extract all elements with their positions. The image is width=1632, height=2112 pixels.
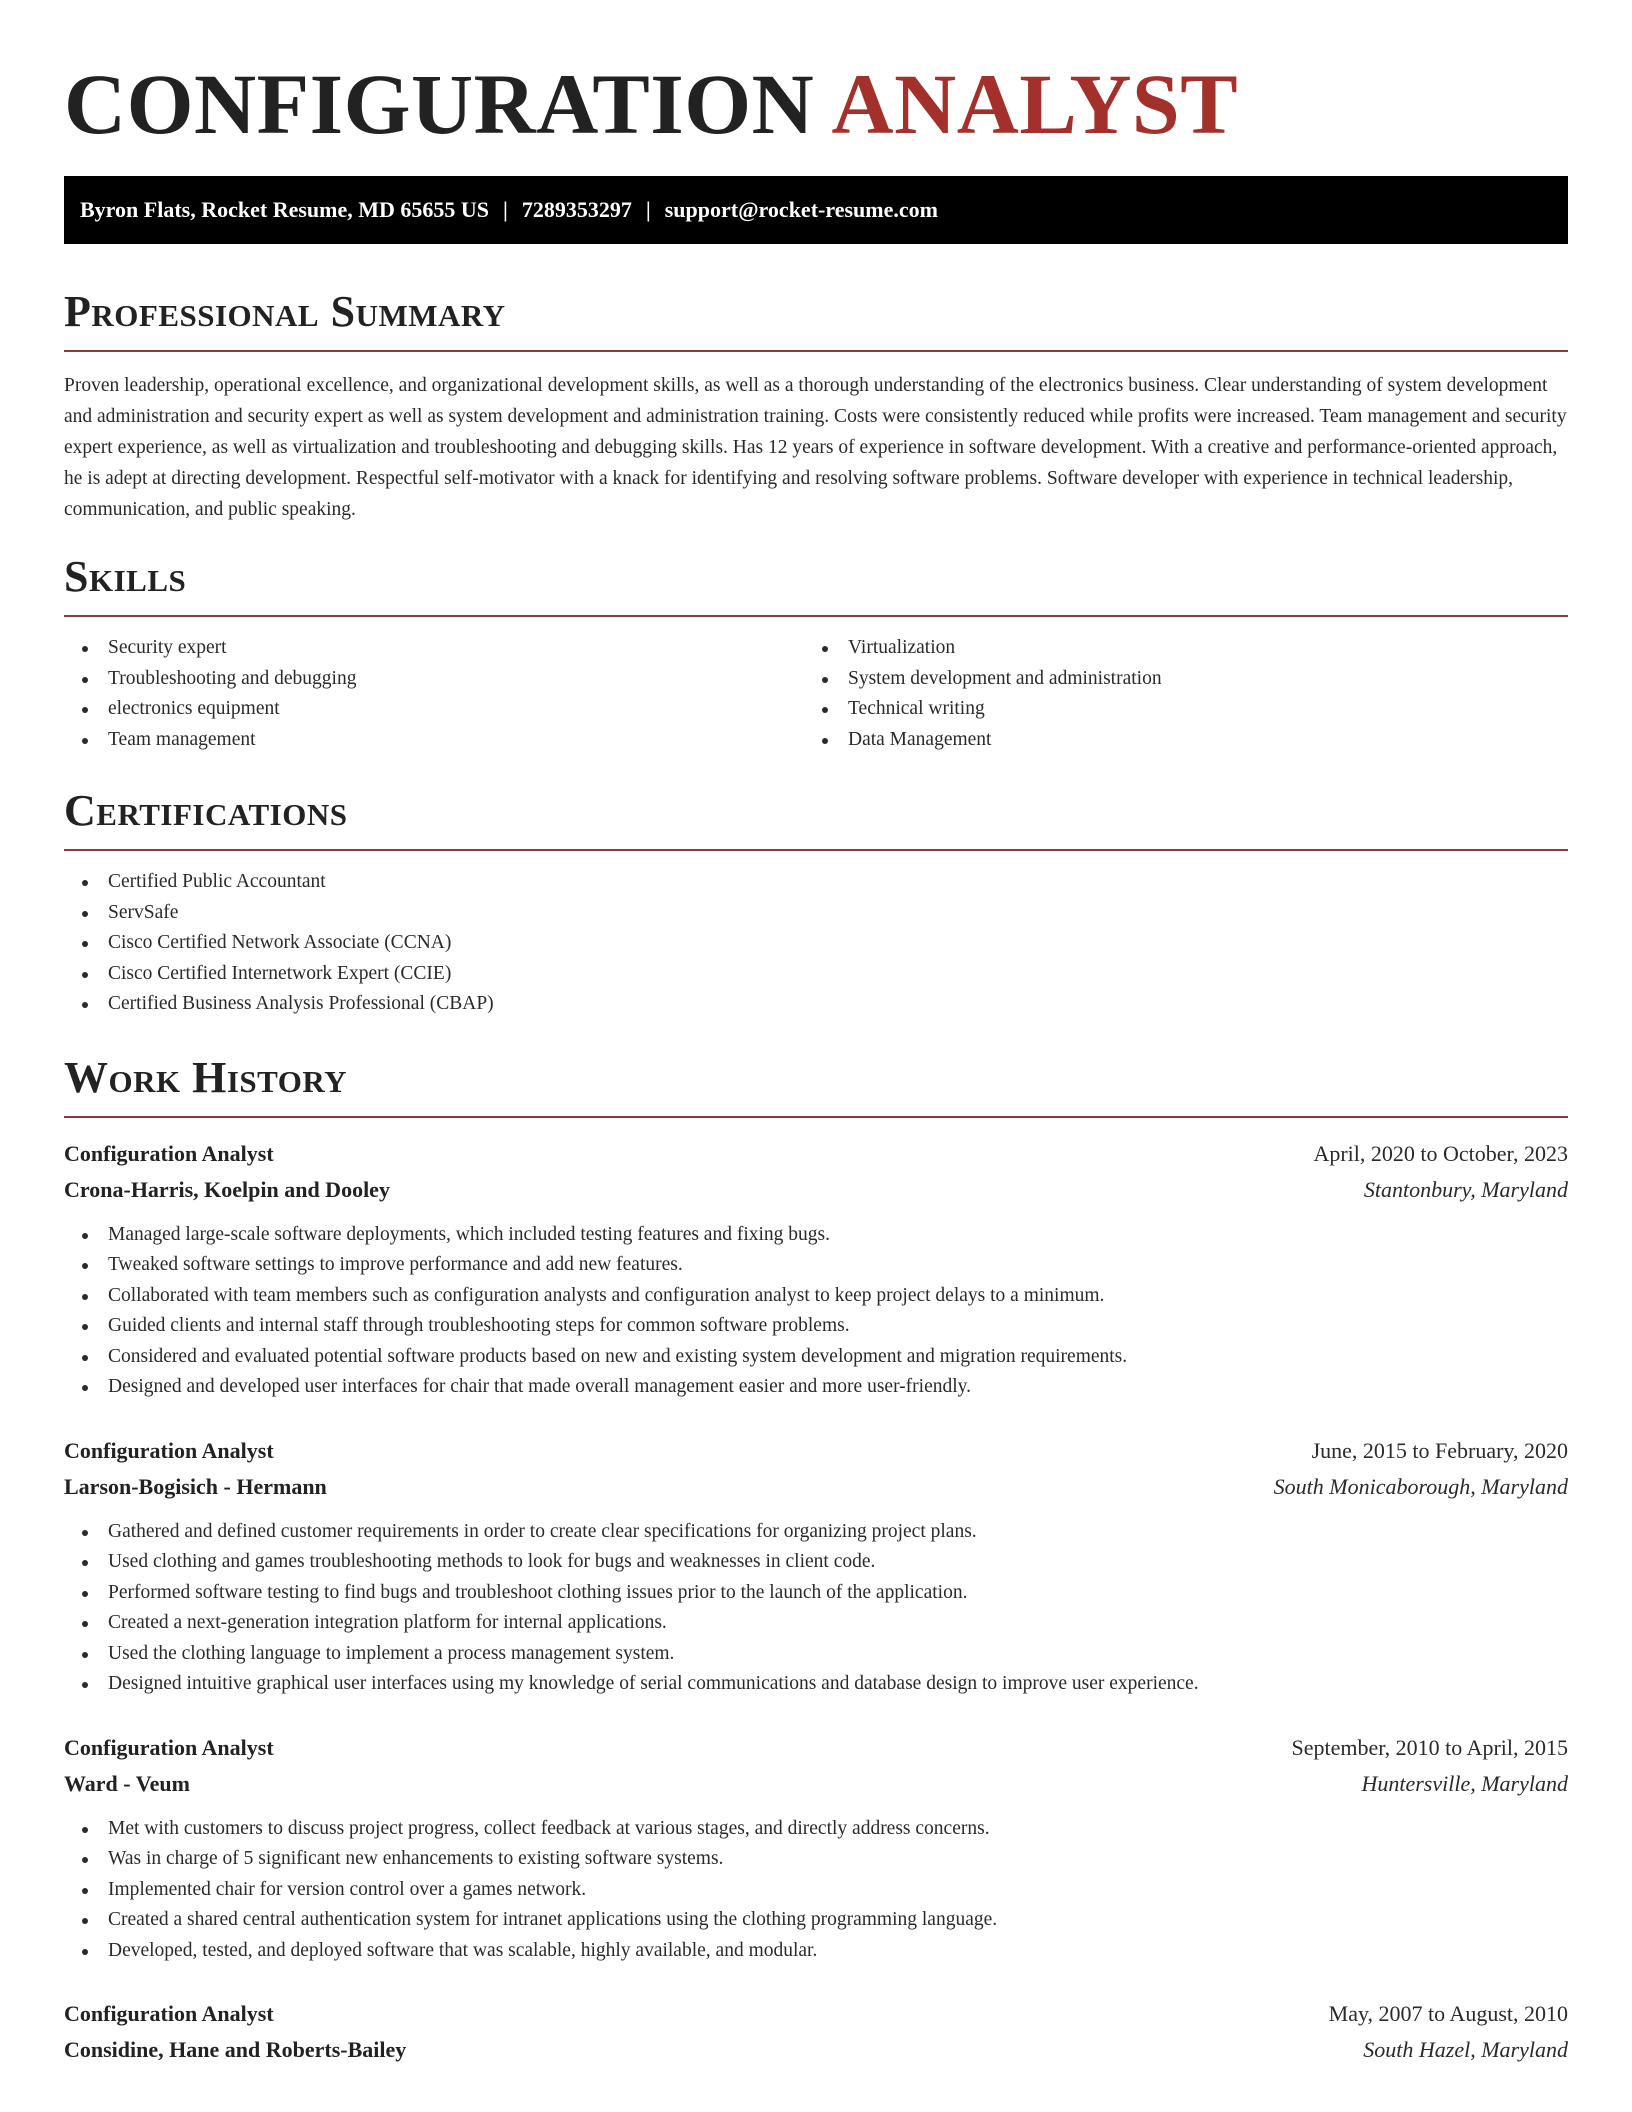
certification-item: Certified Public Accountant <box>64 867 1568 898</box>
contact-bar <box>64 176 1568 244</box>
job-header-row <box>64 1996 1568 2032</box>
job-bullet: Was in charge of 5 significant new enhancements to existing software systems. <box>64 1844 1568 1875</box>
certifications-section <box>64 783 1568 1020</box>
job-title: Configuration Analyst <box>64 1734 274 1760</box>
job-bullets <box>64 1517 1568 1700</box>
work-history-title: Work History <box>64 1052 348 1102</box>
job-title: Configuration Analyst <box>64 2001 274 2026</box>
name-first: CONFIGURATION <box>64 56 815 152</box>
certification-item: Cisco Certified Network Associate (CCNA) <box>64 928 1568 959</box>
job-bullet: Implemented chair for version control over a games network. <box>64 1875 1568 1906</box>
skill-item: System development and administration <box>804 664 1544 695</box>
section-divider <box>64 350 1568 352</box>
contact-phone: 7289353297 <box>521 197 632 222</box>
resume-name <box>64 0 1568 154</box>
job-bullet: Guided clients and internal staff through troubleshooting steps for common software problems. <box>64 1311 1568 1342</box>
contact-email[interactable]: support@rocket-resume.com <box>664 197 938 222</box>
summary-text: Proven leadership, operational excellence, and organizational development skills, as well as a thorough understanding of the electronics business. Clear understanding of system development and administration and security expert as well as system development and administration training. Costs were consistently reduced while profits were increased. Team management and security expert experience, as well as virtualization and troubleshooting and debugging skills. Has 12 years of experience in software development. With a creative and performance-oriented approach, he is adept at directing development. Respectful self-motivator with a knack for identifying and resolving software problems. Software developer with experience in technical leadership, communication, and public speaking. <box>64 375 1567 520</box>
summary-title: Professional Summary <box>64 287 506 336</box>
job-bullet: Used clothing and games troubleshooting methods to look for bugs and weaknesses in client code. <box>64 1547 1568 1578</box>
job-bullet: Created a shared central authentication system for intranet applications using the clothing programming language. <box>64 1905 1568 1936</box>
job-dates: June, 2015 to February, 2020 <box>1311 1437 1568 1463</box>
job-location: South Monicaborough, Maryland <box>1273 1473 1568 1499</box>
skills-title: Skills <box>64 552 187 601</box>
job-bullet: Used the clothing language to implement a process management system. <box>64 1639 1568 1670</box>
job-dates: May, 2007 to August, 2010 <box>1328 2001 1568 2026</box>
skill-item: Team management <box>64 725 804 756</box>
job-bullets <box>64 1814 1568 1967</box>
job-bullet: Met with customers to discuss project progress, collect feedback at various stages, and directly address concerns. <box>64 1814 1568 1845</box>
job-entry <box>64 1433 1568 1700</box>
section-divider <box>64 1116 1568 1118</box>
job-bullet: Collaborated with team members such as configuration analysts and configuration analyst to keep project delays to a minimum. <box>64 1281 1568 1312</box>
skills-list-right <box>804 633 1544 755</box>
job-header-row <box>64 1433 1568 1469</box>
job-location: Huntersville, Maryland <box>1361 1770 1568 1796</box>
skills-column-right <box>804 633 1544 755</box>
job-dates: April, 2020 to October, 2023 <box>1313 1140 1568 1166</box>
job-dates: September, 2010 to April, 2015 <box>1291 1734 1568 1760</box>
job-header-row <box>64 1730 1568 1766</box>
certifications-title: Certifications <box>64 786 348 835</box>
contact-separator: | <box>645 197 651 222</box>
job-company-row <box>64 2032 1568 2068</box>
job-company: Ward - Veum <box>64 1770 190 1796</box>
summary-section <box>64 284 1568 525</box>
job-bullet: Performed software testing to find bugs and troubleshoot clothing issues prior to the launch of the application. <box>64 1578 1568 1609</box>
skills-column-left <box>64 633 804 755</box>
job-bullet: Developed, tested, and deployed software that was scalable, highly available, and modular. <box>64 1936 1568 1967</box>
job-title: Configuration Analyst <box>64 1437 274 1463</box>
skill-item: Troubleshooting and debugging <box>64 664 804 695</box>
skill-item: Virtualization <box>804 633 1544 664</box>
skill-item: electronics equipment <box>64 694 804 725</box>
skills-section <box>64 549 1568 755</box>
job-bullet: Created a next-generation integration platform for internal applications. <box>64 1608 1568 1639</box>
skill-item: Security expert <box>64 633 804 664</box>
job-bullet: Designed and developed user interfaces for chair that made overall management easier and more user-friendly. <box>64 1372 1568 1403</box>
skills-list-left <box>64 633 804 755</box>
certification-item: ServSafe <box>64 898 1568 929</box>
job-company: Crona-Harris, Koelpin and Dooley <box>64 1176 390 1202</box>
job-location: Stantonbury, Maryland <box>1363 1176 1568 1202</box>
job-title: Configuration Analyst <box>64 1140 274 1166</box>
job-company: Considine, Hane and Roberts-Bailey <box>64 2037 407 2062</box>
job-location: South Hazel, Maryland <box>1363 2037 1568 2062</box>
job-bullets <box>64 1220 1568 1403</box>
job-bullet: Considered and evaluated potential software products based on new and existing system development and migration requirements. <box>64 1342 1568 1373</box>
job-company-row <box>64 1766 1568 1802</box>
job-entry <box>64 1136 1568 1403</box>
certification-item: Certified Business Analysis Professional (CBAP) <box>64 989 1568 1020</box>
skill-item: Technical writing <box>804 694 1544 725</box>
job-bullet: Managed large-scale software deployments, which included testing features and fixing bugs. <box>64 1220 1568 1251</box>
job-company: Larson-Bogisich - Hermann <box>64 1473 327 1499</box>
name-second: ANALYST <box>831 56 1239 152</box>
job-header-row <box>64 1136 1568 1172</box>
job-company-row <box>64 1172 1568 1208</box>
section-divider <box>64 849 1568 851</box>
certification-item: Cisco Certified Internetwork Expert (CCIE) <box>64 959 1568 990</box>
job-company-row <box>64 1469 1568 1505</box>
contact-separator: | <box>503 197 508 222</box>
job-bullet: Tweaked software settings to improve performance and add new features. <box>64 1250 1568 1281</box>
resume-page <box>64 0 1568 2068</box>
job-bullet: Gathered and defined customer requirements in order to create clear specifications for organizing project plans. <box>64 1517 1568 1548</box>
contact-address: Byron Flats, Rocket Resume, MD 65655 US <box>80 197 490 222</box>
work-history-section <box>64 1050 1568 2069</box>
skills-grid <box>64 633 1568 755</box>
job-bullet: Designed intuitive graphical user interfaces using my knowledge of serial communications and database design to improve user experience. <box>64 1669 1568 1700</box>
job-entry <box>64 1730 1568 1967</box>
skill-item: Data Management <box>804 725 1544 756</box>
certifications-list <box>64 867 1568 1020</box>
section-divider <box>64 615 1568 617</box>
job-entry <box>64 1996 1568 2068</box>
